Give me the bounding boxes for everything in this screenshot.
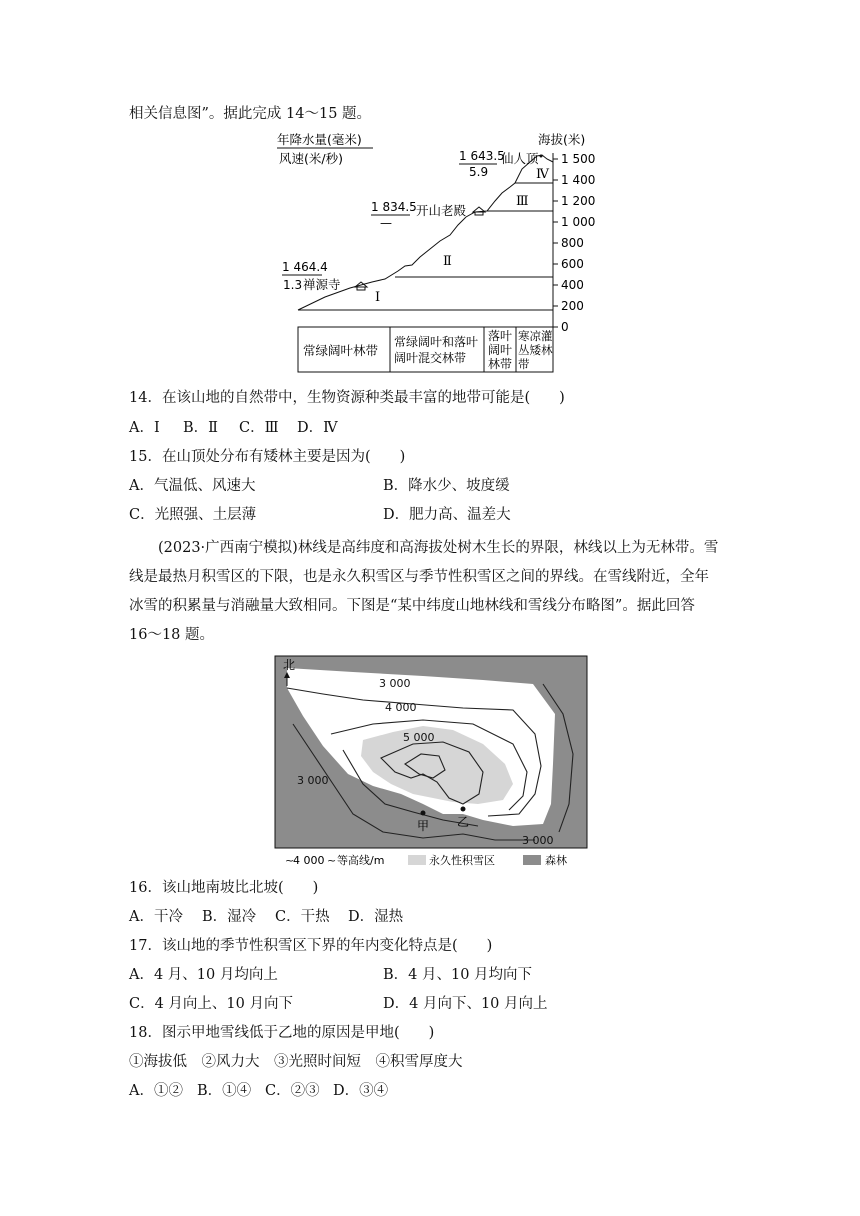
passage-line-3: 冰雪的积累量与消融量大致相同。下图是“某中纬度山地林线和雪线分布略图”。据此回答 [129, 598, 695, 614]
q14-option-d: D．Ⅳ [297, 420, 338, 436]
question-15-options-row1 [129, 476, 510, 496]
q18-option-a: A．①② [129, 1083, 183, 1099]
point-jia-label: 甲 [417, 819, 430, 833]
legend-forest-swatch [523, 855, 541, 865]
intro-text: 相关信息图”。据此完成 14～15 题。 [129, 106, 372, 122]
tick-1000: 1 000 [561, 215, 596, 229]
site-name-kaishan: 开山老殿 [416, 203, 467, 218]
question-16-options [129, 907, 403, 927]
tick-1200: 1 200 [561, 194, 596, 208]
q17-option-c: C．4 月向上、10 月向下 [129, 996, 293, 1012]
legend-snow-swatch [408, 855, 426, 865]
zone-III: Ⅲ [516, 194, 529, 209]
figure-contour-map [273, 654, 593, 870]
site-precip-xianrending: 1 643.5 [459, 149, 505, 163]
point-jia-marker [421, 811, 426, 816]
point-yi-marker [461, 807, 466, 812]
question-18-stem: 18．图示甲地雪线低于乙地的原因是甲地( ) [129, 1025, 435, 1041]
q16-option-a: A．干冷 [129, 909, 183, 925]
q15-option-d: D．肥力高、温差大 [383, 507, 511, 523]
peak-marker [540, 155, 543, 158]
q18-option-c: C．②③ [265, 1083, 320, 1099]
legend-snow: 永久性积雪区 [429, 854, 495, 867]
question-15-stem: 15．在山顶处分布有矮林主要是因为( ) [129, 449, 406, 465]
belt-4-line1: 寒凉灌 [518, 329, 553, 343]
svg-text:~: ~ [327, 854, 337, 867]
q15-option-b: B．降水少、坡度缓 [383, 478, 510, 494]
site-wind-kaishan: — [380, 216, 392, 230]
q18-option-d: D．③④ [333, 1083, 389, 1099]
tick-600: 600 [561, 257, 584, 271]
question-18-options [129, 1081, 388, 1101]
zone-I: Ⅰ [375, 290, 381, 305]
question-14-options [129, 418, 338, 438]
site-precip-kaishan: 1 834.5 [371, 200, 417, 214]
zone-IV: Ⅳ [536, 167, 549, 182]
question-14-stem: 14．在该山地的自然带中，生物资源种类最丰富的地带可能是( ) [129, 390, 565, 406]
q16-option-b: B．湿冷 [202, 909, 257, 925]
passage-line-4: 16～18 题。 [129, 627, 215, 643]
tick-400: 400 [561, 278, 584, 292]
belt-4-line2: 丛矮林 [518, 343, 553, 357]
contour-label-4000: 4 000 [385, 701, 417, 714]
contour-label-3000-left: 3 000 [297, 774, 329, 787]
q17-option-d: D．4 月向下、10 月向上 [383, 996, 548, 1012]
north-label: 北 [283, 658, 296, 672]
point-yi-label: 乙 [457, 815, 470, 829]
q16-option-d: D．湿热 [348, 909, 404, 925]
q17-option-a: A．4 月、10 月均向上 [129, 967, 278, 983]
label-altitude: 海拔(米) [538, 132, 586, 147]
tick-1400: 1 400 [561, 173, 596, 187]
site-name-xianrending: 仙人顶 [501, 151, 539, 166]
zone-II: Ⅱ [443, 254, 452, 269]
question-17-options-row2 [129, 994, 548, 1014]
map-legend [285, 853, 567, 867]
belt-2-line2: 阔叶混交林带 [394, 351, 467, 365]
tick-200: 200 [561, 299, 584, 313]
contour-label-3000-bottom: 3 000 [522, 834, 554, 847]
legend-forest: 森林 [545, 854, 567, 867]
tick-1500: 1 500 [561, 152, 596, 166]
question-18-choices: ①海拔低 ②风力大 ③光照时间短 ④积雪厚度大 [129, 1054, 463, 1070]
q15-option-c: C．光照强、土层薄 [129, 507, 257, 523]
label-precip: 年降水量(毫米) [277, 132, 362, 147]
q14-option-a: A．Ⅰ [129, 420, 160, 436]
belt-1: 常绿阔叶林带 [303, 343, 379, 358]
question-15-options-row2 [129, 505, 511, 525]
q18-option-b: B．①④ [197, 1083, 252, 1099]
site-precip-chanyuan: 1 464.4 [282, 260, 328, 274]
passage-line-1: (2023·广西南宁模拟)林线是高纬度和高海拔处树木生长的界限，林线以上为无林带。雪 [158, 540, 719, 556]
site-wind-chanyuan: 1.3 [283, 278, 303, 292]
passage-line-2: 线是最热月积雪区的下限，也是永久积雪区与季节性积雪区之间的界线。在雪线附近，全年 [129, 569, 709, 585]
belt-2-line1: 常绿阔叶和落叶 [394, 335, 479, 349]
temple-icon [473, 207, 485, 215]
tick-0: 0 [561, 320, 569, 334]
label-wind: 风速(米/秒) [279, 151, 343, 166]
belt-4-line3: 带 [518, 357, 530, 371]
contour-label-3000-top: 3 000 [379, 677, 411, 690]
legend-contour: 等高线/m [337, 854, 385, 867]
site-name-chanyuan: 禅源寺 [303, 277, 341, 292]
legend-contour-value: 4 000 [293, 854, 325, 867]
q14-option-c: C．Ⅲ [239, 420, 279, 436]
question-16-stem: 16．该山地南坡比北坡( ) [129, 880, 319, 896]
contour-label-5000: 5 000 [403, 731, 435, 744]
tick-800: 800 [561, 236, 584, 250]
site-wind-xianrending: 5.9 [469, 165, 489, 179]
question-17-options-row1 [129, 965, 532, 985]
svg-text:~: ~ [285, 854, 295, 867]
natural-belt-table [298, 327, 553, 372]
temple-icon [355, 282, 367, 290]
belt-3-line1: 落叶 [488, 329, 513, 343]
q14-option-b: B．Ⅱ [183, 420, 219, 436]
belt-3-line3: 林带 [488, 357, 513, 371]
q17-option-b: B．4 月、10 月均向下 [383, 967, 533, 983]
question-17-stem: 17．该山地的季节性积雪区下界的年内变化特点是( ) [129, 938, 493, 954]
q15-option-a: A．气温低、风速大 [129, 478, 256, 494]
q16-option-c: C．干热 [275, 909, 330, 925]
y-axis-ticks [553, 152, 595, 334]
belt-3-line2: 阔叶 [488, 343, 513, 357]
